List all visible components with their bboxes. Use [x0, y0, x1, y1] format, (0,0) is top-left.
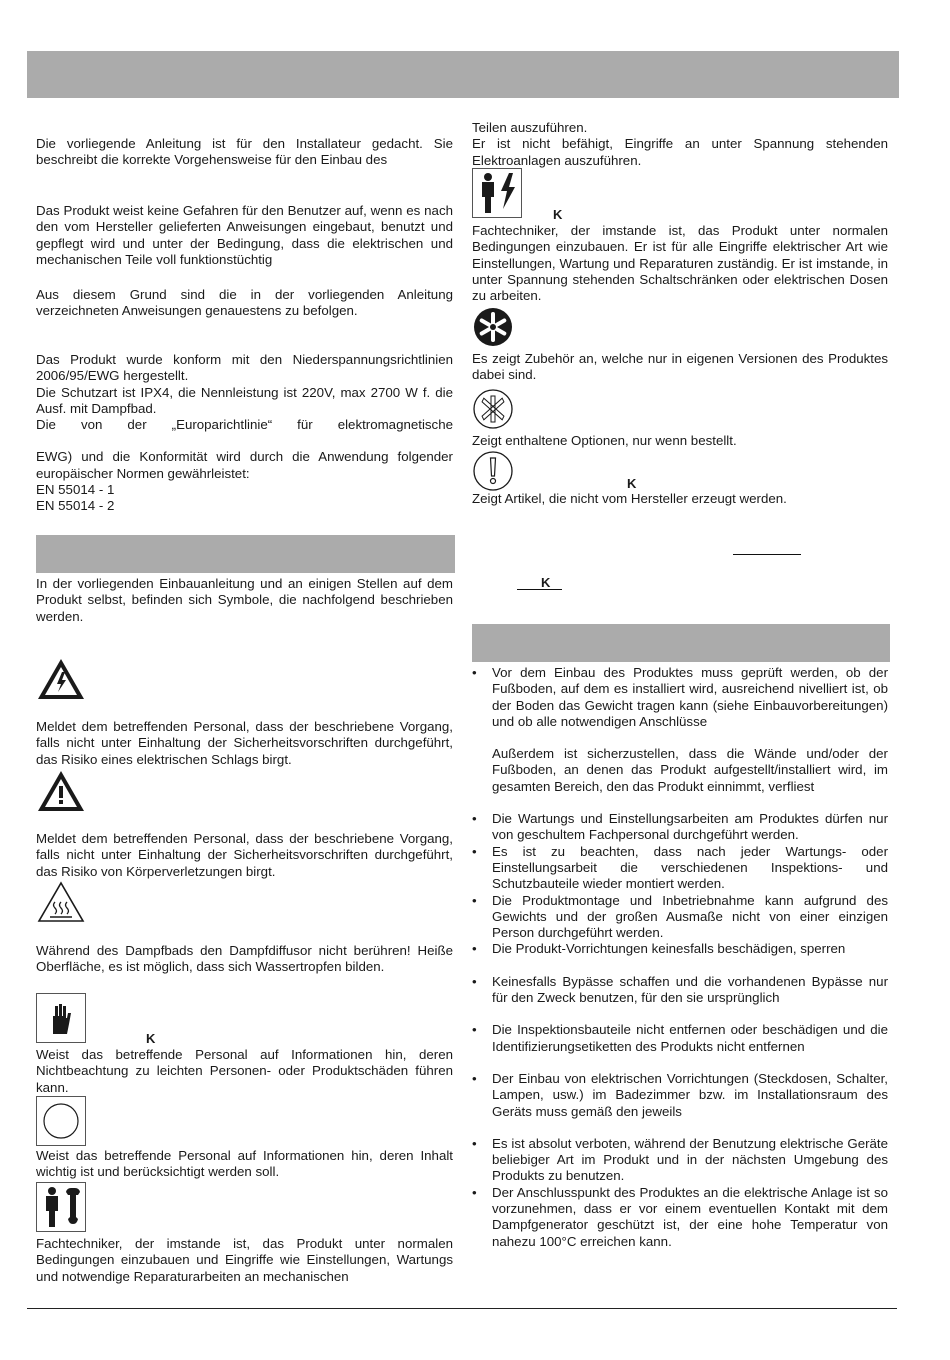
underline-rule — [517, 589, 562, 590]
symbols-intro: In der vorliegenden Einbauanleitung und an einigen Stellen auf dem Produkt selbst, befinden sich Symbole, die nachfolgend beschrieben werden. — [36, 576, 453, 624]
bullet-text-continuation: Außerdem ist sicherzustellen, dass die Wände und/oder der Fußboden, an denen das Produkt aufgestellt/installiert wird, im gesamten Bereich, den das Produkt einnimmt, verfliest — [492, 746, 888, 794]
general-warning-triangle-icon — [36, 769, 86, 817]
norms-line: Die Schutzart ist IPX4, die Nennleistung ist 220V, max 2700 W f. die Ausf. mit Dampfbad. — [36, 384, 453, 416]
list-item — [472, 1071, 888, 1136]
bullet-text: Der Anschlusspunkt des Produktes an die elektrische Anlage ist so vorzunehmen, dass er vor einem eventuellen Kontakt mit dem Dampfgenerator geschützt ist, der eine hohe Temperatur von nahezu 100°C erreichen kann. — [492, 1184, 888, 1249]
symbol-description: Fachtechniker, der imstande ist, das Produkt unter normalen Bedingungen einzubauen. Er ist für alle Eingriffe elektrischer Art wie Einstellungen, Wartung und Reparaturen zuständig. Er ist imstande, in unter Spannung stehenden Schaltschränken oder elektrischen Dosen zu arbeiten. — [472, 223, 888, 304]
symbol-description: Während des Dampfbads den Dampfdiffusor nicht berühren! Heiße Oberfläche, es ist möglich, dass sich Wassertropfen bilden. — [36, 943, 453, 975]
instructions-paragraph: Aus diesem Grund sind die in der vorliegenden Anleitung verzeichneten Anweisungen genauestens zu befolgen. — [36, 287, 453, 319]
continuation-line: Teilen auszuführen. — [472, 120, 588, 135]
list-item — [472, 1022, 888, 1071]
option-asterisk-outline-icon — [472, 388, 514, 434]
marker-letter: K — [146, 1031, 156, 1046]
bullet-text: Keinesfalls Bypässe schaffen und die vorhandenen Bypässe nur für den Zweck benutzen, für den sie ursprünglich — [492, 973, 888, 1006]
norms-line: Die von der „Europarichtlinie“ für elektromagnetische — [36, 417, 453, 433]
symbol-description: Weist das betreffende Personal auf Informationen hin, deren Inhalt wichtig ist und berücksichtigt werden soll. — [36, 1148, 453, 1180]
norms-line: Das Produkt wurde konform mit den Niederspannungsrichtlinien 2006/95/EWG hergestellt. — [36, 352, 453, 384]
bullet-text: Die Produkt-Vorrichtungen keinesfalls beschädigen, sperren — [492, 941, 846, 957]
symbol-description: Weist das betreffende Personal auf Informationen hin, deren Nichtbeachtung zu leichten Personen- oder Produktschäden führen kann. — [36, 1047, 453, 1095]
bullet-text: Der Einbau von elektrischen Vorrichtungen (Steckdosen, Schalter, Lampen, usw.) im Badezimmer bzw. im Installationsraum des Geräts muss gemäß den jeweils — [492, 1070, 888, 1119]
symbol-description: Fachtechniker, der imstande ist, das Produkt unter normalen Bedingungen einzubauen und Eingriffe wie Einstellungen, Wartungs und notwendige Reparaturarbeiten an mechanischen — [36, 1236, 453, 1284]
bullet-text: Die Produktmontage und Inbetriebnahme kann aufgrund des Gewichts und der großen Ausmaße nicht von einer einzigen Person durchgeführt werden. — [492, 892, 888, 941]
hand-stop-icon — [36, 993, 86, 1043]
marker-letter: K — [627, 476, 637, 491]
hot-surface-triangle-icon — [36, 880, 86, 928]
information-circle-icon — [36, 1096, 86, 1146]
list-item — [472, 974, 888, 1023]
section-band-safety — [472, 624, 890, 662]
bullet-text: Die Wartungs und Einstellungsarbeiten am Produktes dürfen nur von geschultem Fachpersonal durchgeführt werden. — [492, 811, 888, 843]
exclamation-circle-icon — [472, 450, 514, 496]
symbol-description: Zeigt enthaltene Optionen, nur wenn bestellt. — [472, 433, 737, 448]
bullet-text: Die Inspektionsbauteile nicht entfernen oder beschädigen und die Identifizierungsetiketten des Produkts nicht entfernen — [492, 1022, 888, 1054]
bullet-text: Es ist zu beachten, dass nach jeder Wartungs- oder Einstellungsarbeit die verschiedenen Inspektions- und Schutzbauteile wieder montiert werden. — [492, 843, 888, 892]
continuation-block — [472, 120, 888, 169]
technician-wrench-icon — [36, 1182, 86, 1232]
norms-line: EN 55014 - 2 — [36, 498, 115, 514]
list-item — [472, 941, 888, 973]
symbol-description: Zeigt Artikel, die nicht vom Hersteller erzeugt werden. — [472, 491, 787, 506]
norms-block — [36, 352, 453, 515]
underlined-marker-letter: K — [541, 575, 551, 590]
section-band-symbols — [36, 535, 455, 573]
symbol-description: Es zeigt Zubehör an, welche nur in eigenen Versionen des Produktes dabei sind. — [472, 351, 888, 383]
footer-rule — [27, 1308, 897, 1309]
list-item — [472, 1185, 888, 1250]
list-item — [472, 844, 888, 893]
symbol-description: Meldet dem betreffenden Personal, dass der beschriebene Vorgang, falls nicht unter Einhaltung der Sicherheitsvorschriften durchgeführt, das Risiko von Körperverletzungen birgt. — [36, 831, 453, 879]
norms-line: EN 55014 - 1 — [36, 482, 115, 498]
safety-paragraph: Das Produkt weist keine Gefahren für den Benutzer auf, wenn es nach den vom Hersteller gelieferten Anweisungen eingebaut, benutzt und gepflegt wird und unter der Bedingung, dass die elektrischen und mechanischen Teile voll funktionstüchtig — [36, 203, 453, 267]
symbol-description: Meldet dem betreffenden Personal, dass der beschriebene Vorgang, falls nicht unter Einhaltung der Sicherheitsvorschriften durchgeführt, das Risiko eines elektrischen Schlags birgt. — [36, 719, 453, 767]
list-item — [472, 665, 888, 811]
list-item — [472, 1136, 888, 1185]
technician-electric-icon — [472, 168, 522, 218]
bullet-text: Es ist absolut verboten, während der Benutzung elektrische Geräte beliebiger Art im Produkt und in der nächsten Umgebung des Produkts zu benutzen. — [492, 1135, 888, 1184]
bullet-text: Vor dem Einbau des Produktes muss geprüft werden, ob der Fußboden, auf dem es installiert wird, ausreichend nivelliert ist, ob der Boden das Gewicht tragen kann (siehe Einbauvorbereitungen) und ob alle notwendigen Anschlüsse — [492, 665, 888, 729]
list-item — [472, 811, 888, 844]
underline-rule — [733, 554, 801, 555]
list-item — [472, 893, 888, 942]
continuation-line: Er ist nicht befähigt, Eingriffe an unter Spannung stehenden Elektroanlagen auszuführen. — [472, 136, 888, 168]
electric-hazard-triangle-icon — [36, 657, 86, 705]
marker-letter: K — [553, 207, 563, 222]
header-band — [27, 51, 899, 98]
accessory-asterisk-filled-icon — [472, 306, 514, 352]
norms-line: EWG) und die Konformität wird durch die Anwendung folgender europäischer Normen gewährleistet: — [36, 449, 453, 481]
intro-paragraph: Die vorliegende Anleitung ist für den Installateur gedacht. Sie beschreibt die korrekte Vorgehensweise für den Einbau des — [36, 136, 453, 168]
safety-bullet-list — [472, 665, 888, 1250]
